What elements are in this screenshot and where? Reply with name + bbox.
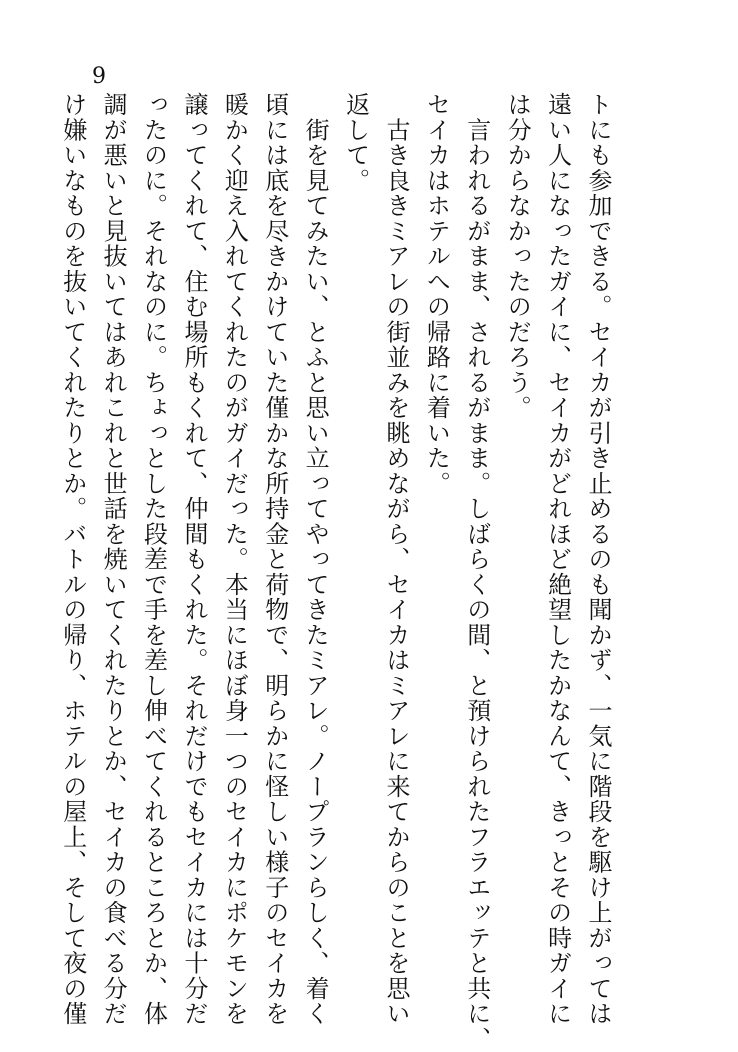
text-line: トにも参加できる。セイカが引き止めるのも聞かず、一気に階段を駆け上がっては xyxy=(584,92,612,1027)
vertical-text-block xyxy=(52,92,618,1052)
text-line: 暖かく迎え入れてくれたのがガイだった。本当にほぼ身一つのセイカにポケモンを xyxy=(220,92,249,1027)
text-line: 頃には底を尽きかけていた僅かな所持金と荷物で、明らかに怪しい様子のセイカを xyxy=(260,92,289,1027)
text-line: 調が悪いと見抜いてはあれこれと世話を焼いてくれたりとか、セイカの食べる分だ xyxy=(99,92,128,1027)
text-line: セイカはホテルへの帰路に着いた。 xyxy=(422,92,451,496)
text-line: 遠い人になったガイに、セイカがどれほど絶望したかなんて、きっとその時ガイに xyxy=(543,92,572,1027)
text-line: 言われるがまま、されるがまま。しばらくの間、と預けられたフラエッテと共に、 xyxy=(462,92,491,1052)
text-line: 返して。 xyxy=(341,92,370,193)
text-line: 譲ってくれて、住む場所もくれて、仲間もくれた。それだけでもセイカには十分だ xyxy=(179,92,208,1027)
text-line: ったのに。それなのに。ちょっとした段差で手を差し伸べてくれるところとか、体 xyxy=(139,92,168,1027)
text-line: 街を見てみたい、とふと思い立ってやってきたミアレ。ノープランらしく、着く xyxy=(301,92,330,1027)
text-line: は分からなかったのだろう。 xyxy=(503,92,532,421)
page-number: 9 xyxy=(92,64,106,89)
text-line: け嫌いなものを抜いてくれたりとか。バトルの帰り、ホテルの屋上、そして夜の僅 xyxy=(58,92,87,1027)
text-line: 古き良きミアレの街並みを眺めながら、セイカはミアレに来てからのことを思い xyxy=(381,92,410,1027)
